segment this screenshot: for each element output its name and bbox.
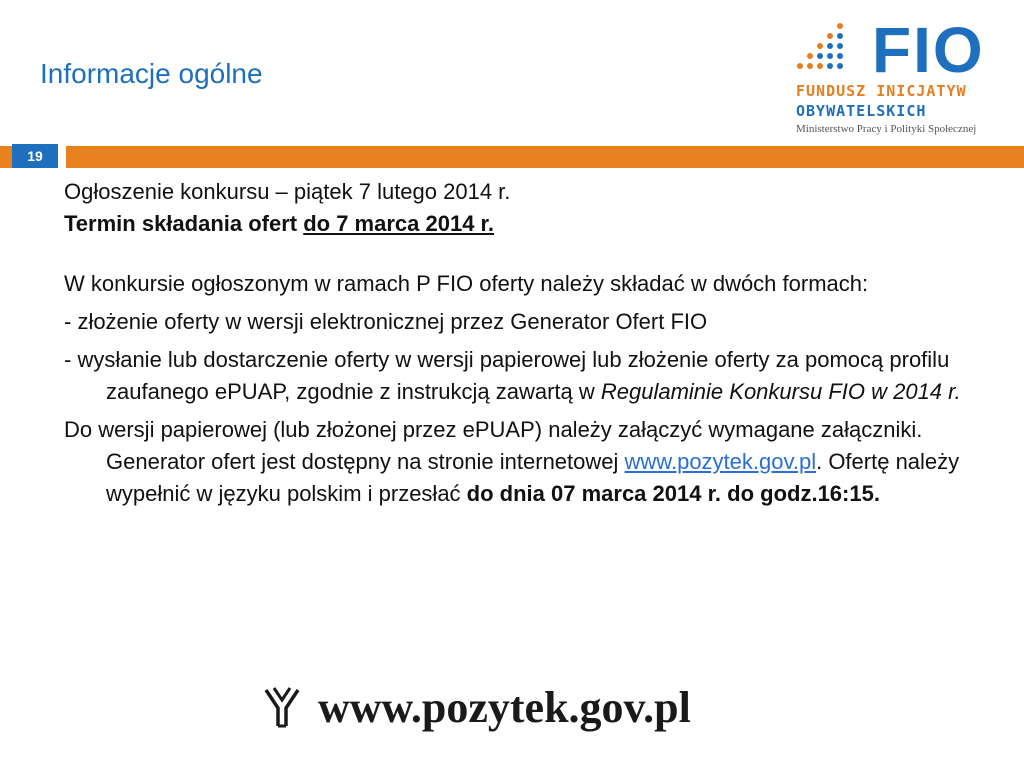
deadline-line <box>64 208 994 240</box>
person-arms-raised-icon <box>262 686 302 728</box>
list-item-paper-text: - wysłanie lub dostarczenie oferty w wersji papierowej lub złożenie oferty za pomocą profilu zaufanego ePUAP, zgodnie z instrukcją zawartą w <box>64 347 950 404</box>
slide-title: Informacje ogólne <box>40 58 263 89</box>
deadline-date: do 7 marca 2014 r. <box>303 211 495 236</box>
pozytek-link[interactable]: www.pozytek.gov.pl <box>624 449 817 474</box>
header-bar-left <box>0 146 12 168</box>
logo-line-2: OBYWATELSKICH <box>796 102 927 120</box>
closing-paragraph <box>64 414 994 510</box>
spacer <box>64 240 994 268</box>
intro-paragraph: W konkursie ogłoszonym w ramach P FIO oferty należy składać w dwóch formach: <box>64 271 869 296</box>
footer-url-banner <box>262 680 822 740</box>
fio-logo <box>790 12 1010 142</box>
closing-text-2: . Ofertę należy wypełnić w języku polskim i przesłać <box>106 449 960 506</box>
header-bar <box>66 146 1024 168</box>
footer-url: www.pozytek.gov.pl <box>318 683 691 732</box>
list-item-paper <box>64 344 994 408</box>
dots-icon <box>796 20 854 76</box>
regulation-reference: Regulaminie Konkursu FIO w 2014 r. <box>600 379 961 404</box>
deadline-label: Termin składania ofert <box>64 211 304 236</box>
logo-fio-wordmark: FIO <box>872 14 985 86</box>
list-item-electronic: - złożenie oferty w wersji elektronicznej przez Generator Ofert FIO <box>64 309 708 334</box>
announcement-line: Ogłoszenie konkursu – piątek 7 lutego 2014 r. <box>64 179 511 204</box>
slide-number: 19 <box>12 144 58 168</box>
slide-body <box>64 176 994 510</box>
logo-ministry: Ministerstwo Pracy i Polityki Społecznej <box>796 123 977 135</box>
logo-line-1: FUNDUSZ INICJATYW <box>796 82 967 100</box>
closing-text-1: Do wersji papierowej (lub złożonej przez ePUAP) należy załączyć wymagane załączniki. Generator ofert jest dostępny na stronie internetowej <box>64 417 923 474</box>
closing-deadline: do dnia 07 marca 2014 r. do godz.16:15. <box>466 481 880 506</box>
